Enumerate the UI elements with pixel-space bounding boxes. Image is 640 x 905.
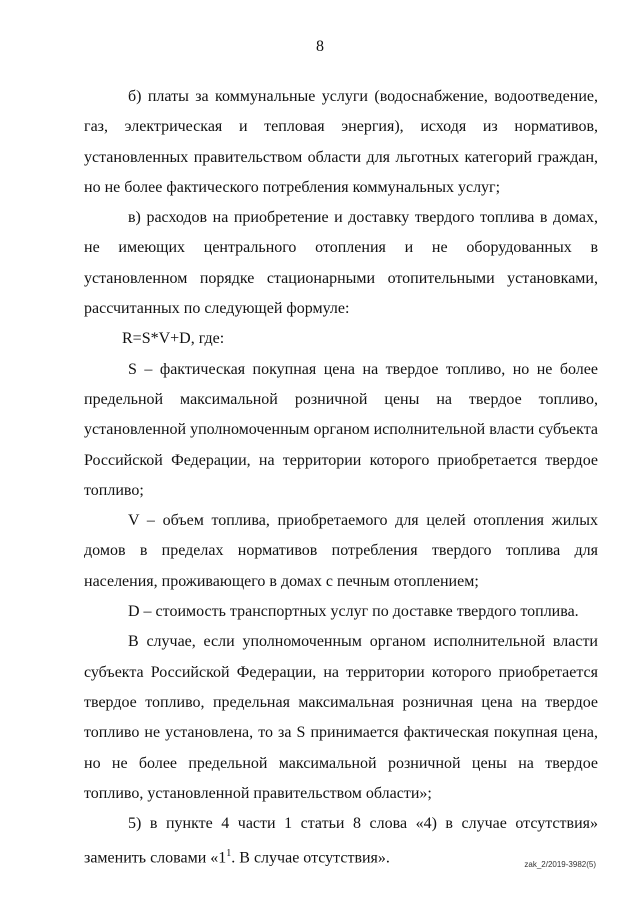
formula-line: R=S*V+D, где: [122,330,225,348]
paragraph-b: б) платы за коммунальные услуги (водоснабжение, водоотведение, газ, электрическая и тепловая энергия), исходя из нормативов, установленных правительством области для льготных категорий граждан, но не более фактического потребления коммунальных услуг; [84,88,598,196]
paragraph-v: в) расходов на приобретение и доставку твердого топлива в домах, не имеющих центрального отопления и не оборудованных в установленном порядке стационарными отопительными установками, рассчитанных по следующей формуле: [84,209,598,318]
paragraph-price-case: В случае, если уполномоченным органом исполнительной власти субъекта Российской Федерации, на территории которого приобретается твердое топливо, предельная максимальная розничная цена на твердое топливо не установлена, то за S принимается фактическая покупная цена, но не более предельной максимальной розничной цены на твердое топливо, установленной правительством области»; [84,633,598,802]
paragraph-item-5 [84,809,598,874]
paragraph-d-definition: D – стоимость транспортных услуг по доставке твердого топлива. [128,603,579,621]
item-5-superscript: 1 [226,848,232,860]
document-code: zak_2/2019-3982(5) [524,860,596,869]
item-5-text: 5) в пункте 4 части 1 статьи 8 слова «4) в случае отсутствия» заменить словами «1 [84,815,598,867]
paragraph-v-definition: V – объем топлива, приобретаемого для целей отопления жилых домов в пределах нормативов потребления твердого топлива для населения, проживающего в домах с печным отоплением; [84,512,598,590]
paragraph-s-definition: S – фактическая покупная цена на твердое топливо, но не более предельной максимальной розничной цены на твердое топливо, установленной уполномоченным органом исполнительной власти субъекта Российской Федерации, на территории которого приобретается твердое топливо; [84,360,598,499]
item-5-tail: . В случае отсутствия». [231,849,390,867]
document-body [84,82,598,874]
page-number: 8 [316,38,324,55]
